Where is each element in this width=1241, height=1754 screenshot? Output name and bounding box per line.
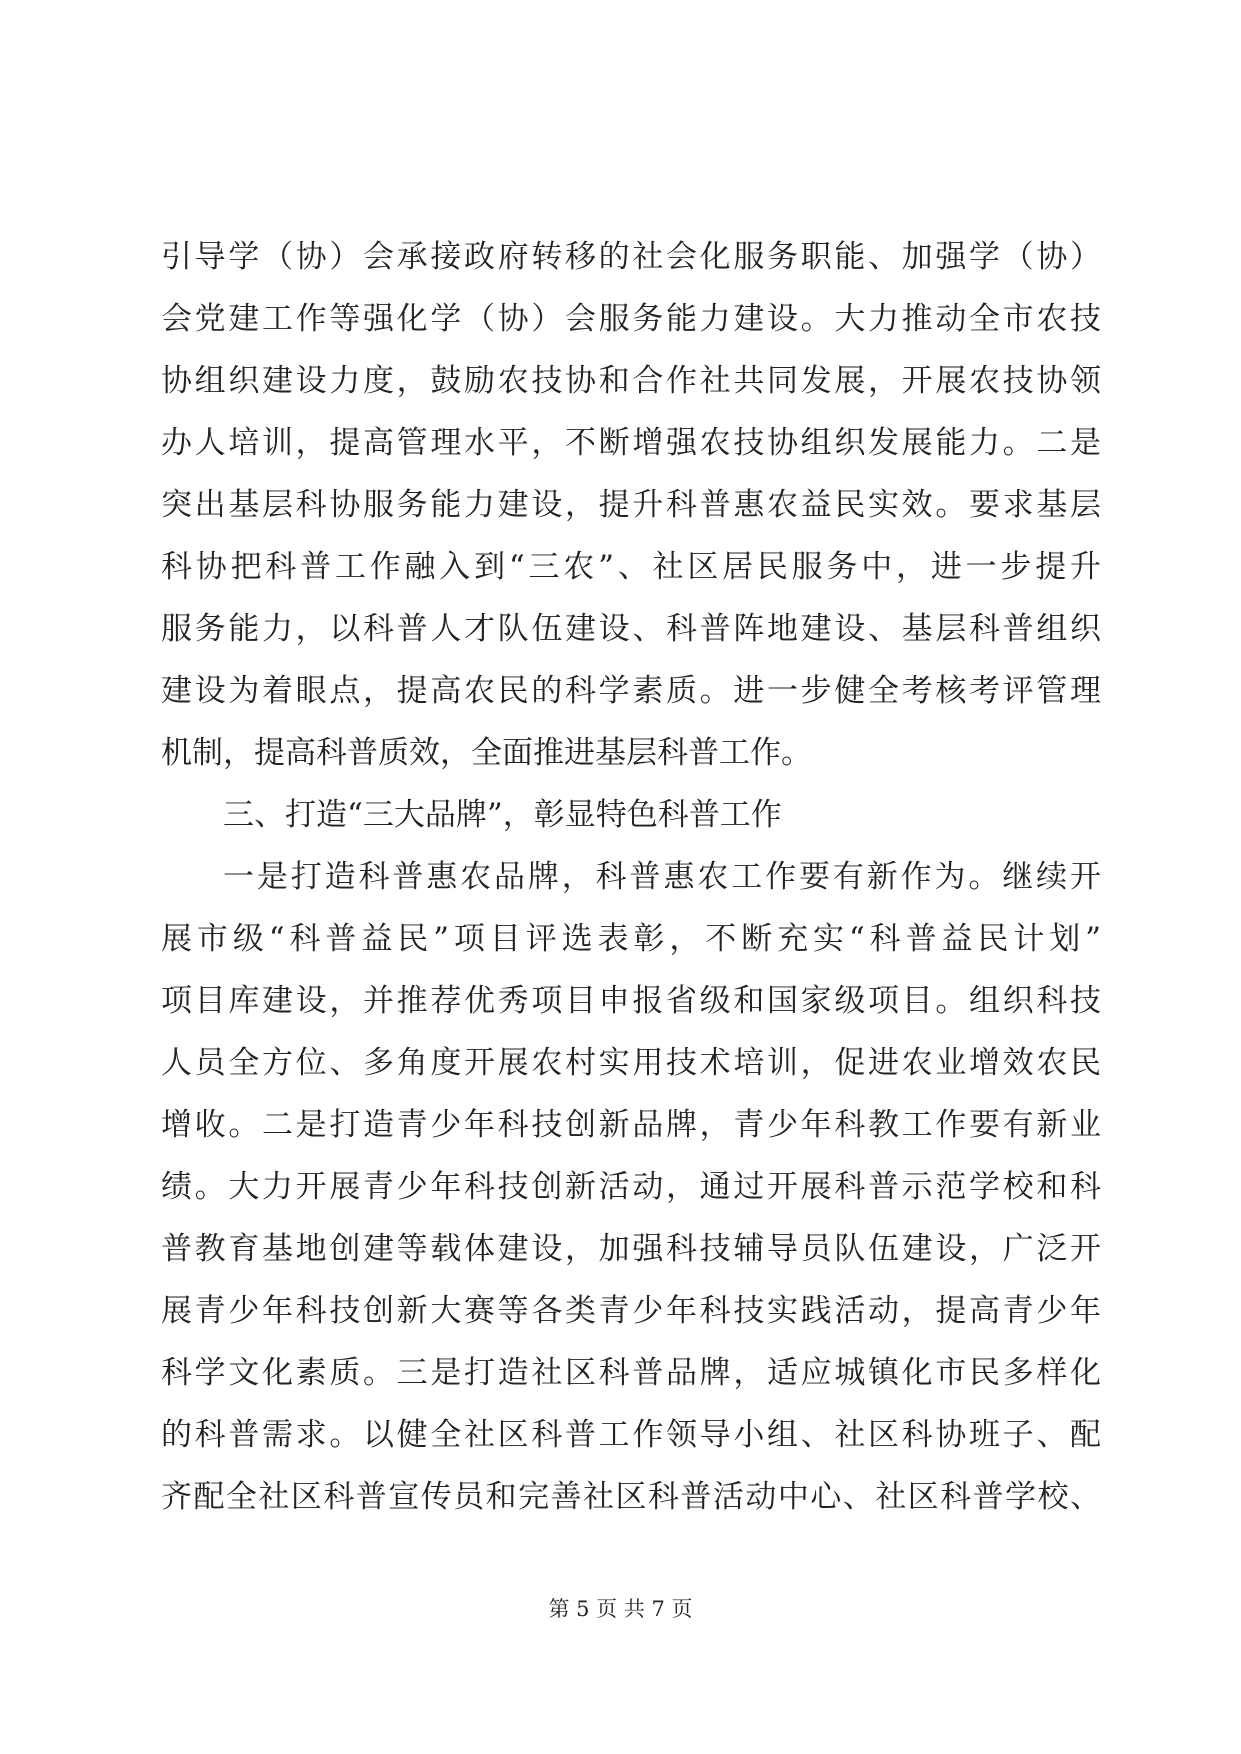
body-line: 办人培训，提高管理水平，不断增强农技协组织发展能力。二是 bbox=[161, 425, 1101, 461]
body-line: 突出基层科协服务能力建设，提升科普惠农益民实效。要求基层 bbox=[161, 487, 1101, 523]
body-line: 引导学（协）会承接政府转移的社会化服务职能、加强学（协） bbox=[161, 239, 1101, 275]
body-line: 人员全方位、多角度开展农村实用技术培训，促进农业增效农民 bbox=[161, 1045, 1101, 1081]
body-line: 展市级“科普益民”项目评选表彰，不断充实“科普益民计划” bbox=[161, 921, 1101, 957]
document-body bbox=[161, 226, 1101, 1528]
page-number-footer: 第 5 页 共 7 页 bbox=[548, 1597, 693, 1621]
body-line: 齐配全社区科普宣传员和完善社区科普活动中心、社区科普学校、 bbox=[161, 1479, 1101, 1515]
section-heading: 三、打造“三大品牌”，彰显特色科普工作 bbox=[223, 797, 782, 833]
body-line: 普教育基地创建等载体建设，加强科技辅导员队伍建设，广泛开 bbox=[161, 1231, 1101, 1267]
body-line: 增收。二是打造青少年科技创新品牌，青少年科教工作要有新业 bbox=[161, 1107, 1101, 1143]
body-line: 科协把科普工作融入到“三农”、社区居民服务中，进一步提升 bbox=[161, 549, 1101, 585]
body-line: 科学文化素质。三是打造社区科普品牌，适应城镇化市民多样化 bbox=[161, 1355, 1101, 1391]
body-line: 协组织建设力度，鼓励农技协和合作社共同发展，开展农技协领 bbox=[161, 363, 1101, 399]
body-line: 的科普需求。以健全社区科普工作领导小组、社区科协班子、配 bbox=[161, 1417, 1101, 1453]
body-line: 项目库建设，并推荐优秀项目申报省级和国家级项目。组织科技 bbox=[161, 983, 1101, 1019]
body-line: 绩。大力开展青少年科技创新活动，通过开展科普示范学校和科 bbox=[161, 1169, 1101, 1205]
body-line: 会党建工作等强化学（协）会服务能力建设。大力推动全市农技 bbox=[161, 301, 1101, 337]
body-line: 机制，提高科普质效，全面推进基层科普工作。 bbox=[161, 735, 812, 771]
body-line: 展青少年科技创新大赛等各类青少年科技实践活动，提高青少年 bbox=[161, 1293, 1101, 1329]
body-line: 一是打造科普惠农品牌，科普惠农工作要有新作为。继续开 bbox=[223, 859, 1101, 895]
body-line: 建设为着眼点，提高农民的科学素质。进一步健全考核考评管理 bbox=[161, 673, 1101, 709]
body-line: 服务能力，以科普人才队伍建设、科普阵地建设、基层科普组织 bbox=[161, 611, 1101, 647]
